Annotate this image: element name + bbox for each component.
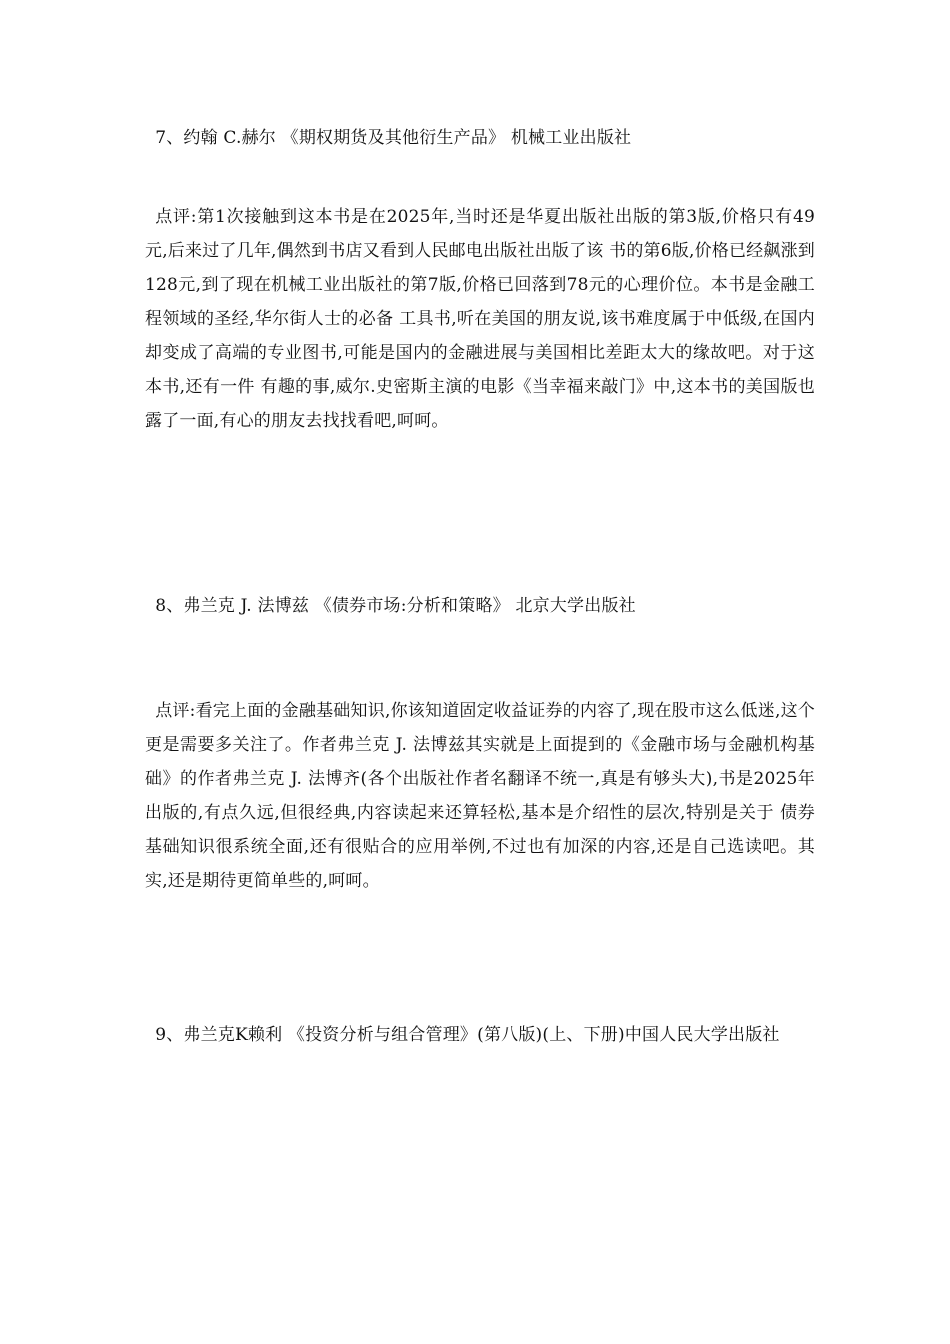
- book-review-7: 点评:第1次接触到这本书是在2025年,当时还是华夏出版社出版的第3版,价格只有49元,后来过了几年,偶然到书店又看到人民邮电出版社出版了该 书的第6版,价格已经飙涨到128元,到了现在机械工业出版社的第7版,价格已回落到78元的心理价位。本书是金融工程领域的圣经,华尔街人士的必备 工具书,听在美国的朋友说,该书难度属于中低级,在国内却变成了高端的专业图书,可能是国内的金融进展与美国相比差距太大的缘故吧。对于这本书,还有一件 有趣的事,威尔.史密斯主演的电影《当幸福来敲门》中,这本书的美国版也露了一面,有心的朋友去找找看吧,呵呵。: [145, 207, 815, 431]
- book-heading-9: 9、弗兰克K赖利 《投资分析与组合管理》(第八版)(上、下册)中国人民大学出版社: [155, 1025, 780, 1045]
- book-heading-8: 8、弗兰克 J. 法博兹 《债券市场:分析和策略》 北京大学出版社: [155, 596, 636, 616]
- book-heading-7: 7、约翰 C.赫尔 《期权期货及其他衍生产品》 机械工业出版社: [155, 128, 632, 148]
- book-review-8: 点评:看完上面的金融基础知识,你该知道固定收益证券的内容了,现在股市这么低迷,这个更是需要多关注了。作者弗兰克 J. 法博兹其实就是上面提到的《金融市场与金融机构基础》的作者弗兰克 J. 法博齐(各个出版社作者名翻译不统一,真是有够头大),书是2025年出版的,有点久远,但很经典,内容读起来还算轻松,基本是介绍性的层次,特别是关于 债券基础知识很系统全面,还有很贴合的应用举例,不过也有加深的内容,还是自己选读吧。其实,还是期待更简单些的,呵呵。: [145, 701, 815, 891]
